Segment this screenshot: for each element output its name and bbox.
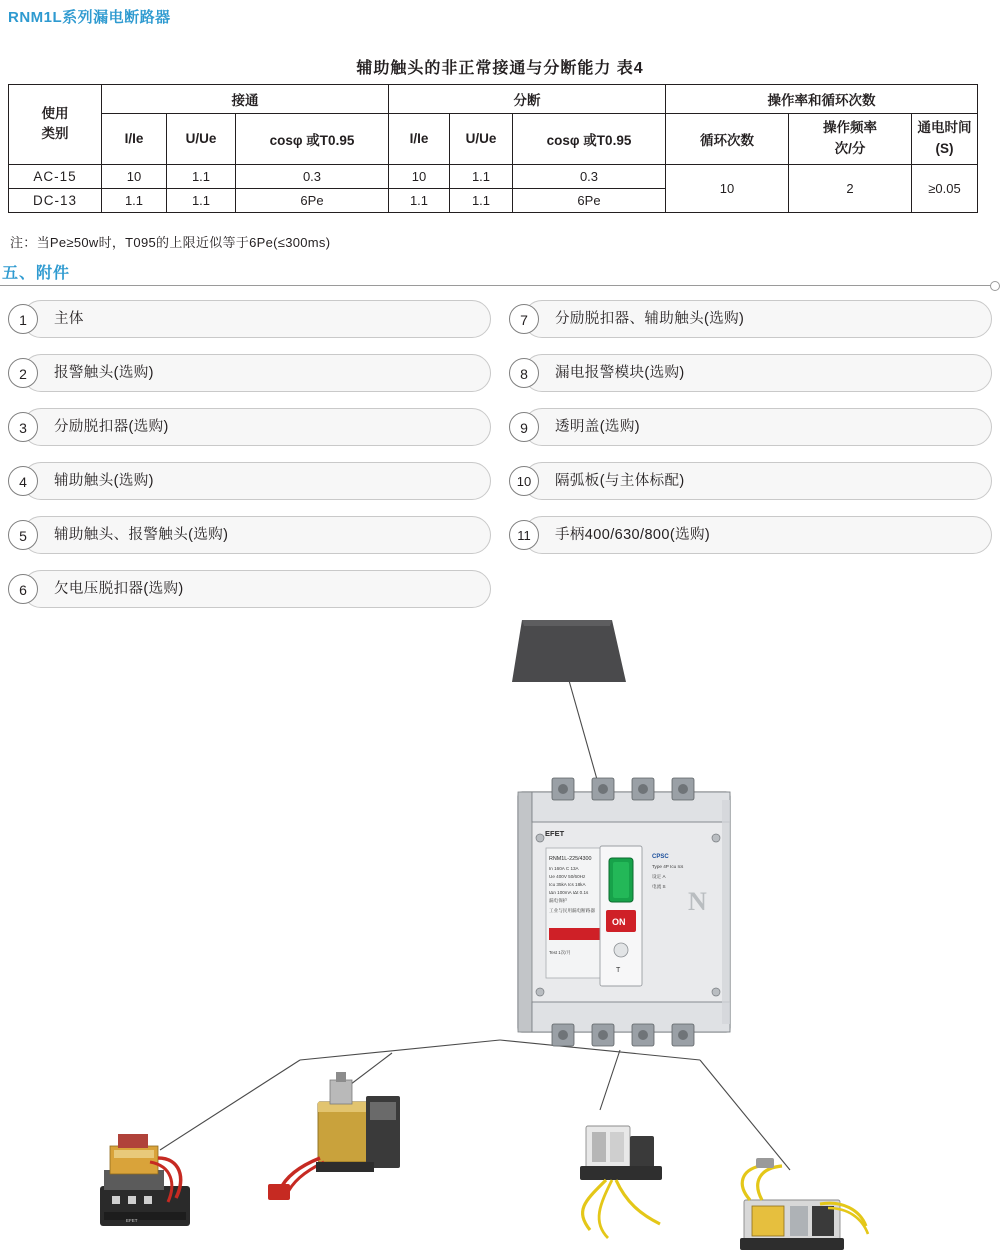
list-item-number: 5 — [8, 520, 38, 550]
section-end-dot-icon — [990, 281, 1000, 291]
section-header — [0, 260, 1000, 286]
list-item-label: 辅助触头、报警触头(选购) — [54, 527, 229, 543]
accessory-part-undervoltage — [100, 1134, 190, 1226]
list-item-number: 9 — [509, 412, 539, 442]
section-divider — [0, 285, 992, 286]
list-item[interactable] — [8, 516, 491, 554]
cell-category: AC-15 — [9, 164, 102, 188]
section-title: 五、附件 — [2, 265, 71, 282]
svg-text:IΔn 100mA IΔt 0.1s: IΔn 100mA IΔt 0.1s — [549, 890, 589, 895]
accessory-column-left — [8, 300, 491, 624]
cell-break-i-ie: 10 — [389, 164, 450, 188]
header-frequency: 操作频率 次/分 — [789, 114, 912, 165]
accessory-part-shunt-trip — [268, 1072, 400, 1200]
cell-frequency: 2 — [789, 164, 912, 212]
list-item-label: 辅助触头(选购) — [54, 473, 154, 489]
svg-text:In 160A C 13A: In 160A C 13A — [549, 866, 579, 871]
accessory-part-alarm-module — [740, 1158, 868, 1250]
list-item-label: 分励脱扣器(选购) — [54, 419, 169, 435]
list-item[interactable] — [8, 408, 491, 446]
header-usage-category: 使用 类别 — [9, 85, 102, 165]
cell-break-u-ue: 1.1 — [450, 164, 513, 188]
svg-text:Icu 35kA Ics 18kA: Icu 35kA Ics 18kA — [549, 882, 586, 887]
list-item[interactable] — [8, 300, 491, 338]
list-item-label: 欠电压脱扣器(选购) — [54, 581, 184, 597]
header-break: 分断 — [389, 85, 666, 114]
product-exploded-figure — [0, 610, 1000, 1258]
page-title: RNM1L系列漏电断路器 — [8, 9, 171, 26]
list-item[interactable] — [509, 300, 992, 338]
breaker-on-text: ON — [612, 917, 626, 927]
accessory-column-right — [509, 300, 992, 570]
list-item-label: 透明盖(选购) — [555, 419, 640, 435]
cell-cycles: 10 — [666, 164, 789, 212]
header-operation-rate: 操作率和循环次数 — [666, 85, 978, 114]
breaker-body — [518, 778, 730, 1046]
header-make-i-ie: I/Ie — [102, 114, 167, 165]
list-item-number: 8 — [509, 358, 539, 388]
header-break-cos: cosφ 或T0.95 — [513, 114, 666, 165]
cell-make-i-ie: 1.1 — [102, 188, 167, 212]
cell-break-i-ie: 1.1 — [389, 188, 450, 212]
list-item[interactable] — [509, 516, 992, 554]
table-row — [9, 164, 978, 188]
list-item-pill — [22, 300, 491, 338]
list-item-number: 11 — [509, 520, 539, 550]
list-item-number: 6 — [8, 574, 38, 604]
spec-table — [8, 84, 978, 213]
arc-barrier-part — [512, 620, 626, 682]
table-header-row-1 — [9, 85, 978, 114]
header-make-cos: cosφ 或T0.95 — [236, 114, 389, 165]
list-item-number: 2 — [8, 358, 38, 388]
header-make: 接通 — [102, 85, 389, 114]
list-item-number: 10 — [509, 466, 539, 496]
list-item[interactable] — [8, 354, 491, 392]
list-item[interactable] — [509, 462, 992, 500]
list-item[interactable] — [509, 354, 992, 392]
header-make-u-ue: U/Ue — [167, 114, 236, 165]
header-break-i-ie: I/Ie — [389, 114, 450, 165]
list-item-number: 4 — [8, 466, 38, 496]
svg-text:T: T — [616, 967, 621, 974]
breaker-brand-text: EFET — [545, 829, 565, 838]
svg-text:设定 A: 设定 A — [652, 874, 666, 879]
cell-on-time: ≥0.05 — [912, 164, 978, 212]
table-header-row-2 — [9, 114, 978, 165]
svg-text:EFET: EFET — [126, 1218, 138, 1223]
svg-text:漏电保护: 漏电保护 — [549, 898, 568, 903]
cell-make-u-ue: 1.1 — [167, 188, 236, 212]
header-on-time: 通电时间 (S) — [912, 114, 978, 165]
header-cycles: 循环次数 — [666, 114, 789, 165]
table-note: 注：当Pe≥50w时，T095的上限近似等于6Pe(≤300ms) — [10, 235, 331, 250]
cell-make-cos: 0.3 — [236, 164, 389, 188]
breaker-model-text: RNM1L-225/4300 — [549, 856, 592, 862]
list-item-label: 隔弧板(与主体标配) — [555, 473, 685, 489]
svg-text:Type 4P Icu Ics: Type 4P Icu Ics — [652, 864, 684, 869]
cell-category: DC-13 — [9, 188, 102, 212]
svg-text:电流 S: 电流 S — [652, 884, 666, 889]
svg-text:Ue 400V 50/60Hz: Ue 400V 50/60Hz — [549, 874, 586, 879]
breaker-logo2-text: CPSC — [652, 854, 669, 860]
list-item-number: 3 — [8, 412, 38, 442]
list-item-label: 漏电报警模块(选购) — [555, 365, 685, 381]
list-item-label: 手柄400/630/800(选购) — [555, 527, 711, 543]
accessory-part-auxiliary-contact — [580, 1126, 760, 1238]
header-break-u-ue: U/Ue — [450, 114, 513, 165]
svg-text:N: N — [688, 887, 707, 916]
svg-text:工业与民用漏电断路器: 工业与民用漏电断路器 — [549, 908, 595, 913]
cell-break-cos: 6Pe — [513, 188, 666, 212]
list-item[interactable] — [509, 408, 992, 446]
svg-text:Test 1次/月: Test 1次/月 — [549, 950, 571, 955]
cell-make-u-ue: 1.1 — [167, 164, 236, 188]
list-item-label: 分励脱扣器、辅助触头(选购) — [555, 311, 745, 327]
cell-break-u-ue: 1.1 — [450, 188, 513, 212]
list-item-label: 主体 — [54, 311, 84, 327]
table-title: 辅助触头的非正常接通与分断能力 表4 — [356, 60, 644, 77]
list-item[interactable] — [8, 462, 491, 500]
cell-break-cos: 0.3 — [513, 164, 666, 188]
cell-make-cos: 6Pe — [236, 188, 389, 212]
list-item-number: 7 — [509, 304, 539, 334]
list-item-label: 报警触头(选购) — [54, 365, 154, 381]
list-item[interactable] — [8, 570, 491, 608]
cell-make-i-ie: 10 — [102, 164, 167, 188]
list-item-number: 1 — [8, 304, 38, 334]
